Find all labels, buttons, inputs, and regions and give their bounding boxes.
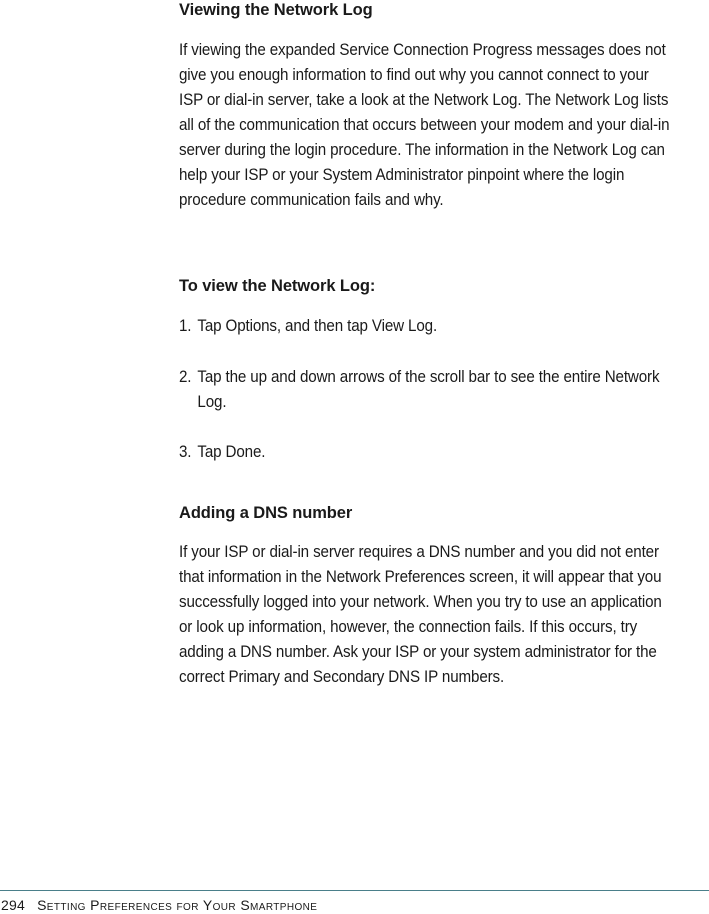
step-text: Tap Done. <box>197 443 266 461</box>
step-number: 2. <box>179 368 192 386</box>
page-footer <box>1 897 317 913</box>
running-title: Setting Preferences for Your Smartphone <box>37 897 318 913</box>
page-number: 294 <box>1 897 25 913</box>
step-number: 1. <box>179 317 192 335</box>
footer-divider <box>0 890 709 891</box>
procedure-step <box>179 314 676 339</box>
section-heading-dns: Adding a DNS number <box>179 504 353 522</box>
network-log-paragraph: If viewing the expanded Service Connection Progress messages does not give you enough information to find out why you cannot connect to your ISP or dial-in server, take a look at the Network Log. The Network Log lists all of the communication that occurs between your modem and your dial-in server during the login procedure. The information in the Network Log can help your ISP or your System Administrator pinpoint where the login procedure communication fails and why. <box>179 41 670 209</box>
step-text: Tap the up and down arrows of the scroll bar to see the entire Network Log. <box>197 368 660 411</box>
procedure-step <box>179 365 676 415</box>
section-heading-network-log: Viewing the Network Log <box>179 1 373 19</box>
procedure-step <box>179 440 676 465</box>
step-text: Tap Options, and then tap View Log. <box>197 317 438 335</box>
procedure-heading: To view the Network Log: <box>179 277 376 295</box>
step-number: 3. <box>179 443 192 461</box>
dns-paragraph: If your ISP or dial-in server requires a DNS number and you did not enter that information in the Network Preferences screen, it will appear that you successfully logged into your network. When you try to use an application or look up information, however, the connection fails. If this occurs, try adding a DNS number. Ask your ISP or your system administrator for the correct Primary and Secondary DNS IP numbers. <box>179 543 662 686</box>
